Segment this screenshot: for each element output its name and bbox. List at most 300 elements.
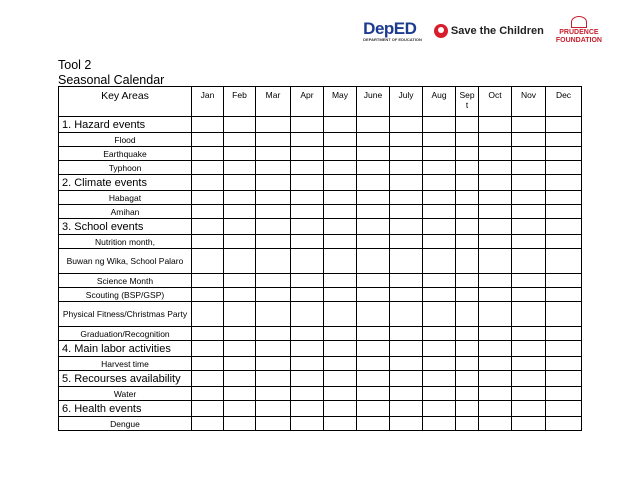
calendar-cell[interactable] [192,371,224,387]
item-label: Science Month [59,274,192,288]
calendar-cell[interactable] [256,219,291,235]
calendar-cell[interactable] [512,235,546,249]
calendar-cell[interactable] [324,235,357,249]
calendar-cell[interactable] [192,205,224,219]
calendar-cell[interactable] [390,387,423,401]
calendar-cell[interactable] [291,357,324,371]
calendar-cell[interactable] [224,175,256,191]
calendar-cell[interactable] [291,205,324,219]
calendar-cell[interactable] [324,205,357,219]
calendar-cell[interactable] [291,302,324,327]
calendar-cell[interactable] [357,401,390,417]
document-title: Seasonal Calendar [58,73,165,87]
category-row [59,219,582,235]
calendar-cell[interactable] [357,205,390,219]
calendar-cell[interactable] [224,387,256,401]
month-header: Jan [192,87,224,117]
calendar-cell[interactable] [512,117,546,133]
month-header: Nov [512,87,546,117]
calendar-cell[interactable] [479,235,512,249]
calendar-cell[interactable] [512,401,546,417]
deped-logo-subtext: DEPARTMENT OF EDUCATION [363,37,422,42]
calendar-cell[interactable] [546,249,582,274]
item-label: Dengue [59,417,192,431]
calendar-cell[interactable] [390,219,423,235]
calendar-cell[interactable] [479,205,512,219]
category-label: 6. Health events [59,401,192,417]
save-the-children-icon [434,24,448,38]
calendar-cell[interactable] [224,161,256,175]
calendar-cell[interactable] [390,401,423,417]
calendar-cell[interactable] [456,147,479,161]
calendar-cell[interactable] [546,235,582,249]
calendar-cell[interactable] [357,161,390,175]
calendar-cell[interactable] [512,387,546,401]
calendar-cell[interactable] [423,371,456,387]
calendar-cell[interactable] [479,133,512,147]
calendar-cell[interactable] [456,161,479,175]
category-label: 4. Main labor activities [59,341,192,357]
calendar-cell[interactable] [291,274,324,288]
calendar-cell[interactable] [456,219,479,235]
calendar-cell[interactable] [357,387,390,401]
calendar-cell[interactable] [390,175,423,191]
calendar-cell[interactable] [479,161,512,175]
month-header: July [390,87,423,117]
calendar-cell[interactable] [324,417,357,431]
calendar-cell[interactable] [512,175,546,191]
calendar-cell[interactable] [423,205,456,219]
calendar-cell[interactable] [546,205,582,219]
calendar-cell[interactable] [291,191,324,205]
calendar-cell[interactable] [291,288,324,302]
calendar-cell[interactable] [423,341,456,357]
calendar-cell[interactable] [423,133,456,147]
table-body [59,117,582,431]
calendar-cell[interactable] [423,235,456,249]
item-label: Habagat [59,191,192,205]
calendar-cell[interactable] [357,417,390,431]
calendar-cell[interactable] [224,302,256,327]
calendar-cell[interactable] [192,302,224,327]
calendar-cell[interactable] [390,249,423,274]
calendar-cell[interactable] [357,357,390,371]
calendar-cell[interactable] [224,341,256,357]
calendar-cell[interactable] [324,274,357,288]
calendar-cell[interactable] [324,147,357,161]
calendar-cell[interactable] [324,302,357,327]
calendar-cell[interactable] [390,288,423,302]
calendar-cell[interactable] [224,401,256,417]
calendar-cell[interactable] [456,235,479,249]
calendar-cell[interactable] [512,417,546,431]
month-header: May [324,87,357,117]
calendar-cell[interactable] [390,191,423,205]
calendar-cell[interactable] [324,175,357,191]
calendar-cell[interactable] [256,341,291,357]
calendar-cell[interactable] [512,288,546,302]
month-header: June [357,87,390,117]
calendar-cell[interactable] [192,249,224,274]
calendar-cell[interactable] [256,357,291,371]
calendar-cell[interactable] [324,288,357,302]
calendar-cell[interactable] [546,191,582,205]
calendar-cell[interactable] [291,417,324,431]
calendar-cell[interactable] [456,357,479,371]
calendar-cell[interactable] [224,133,256,147]
calendar-cell[interactable] [479,191,512,205]
header-row [59,87,582,117]
document-heading [58,58,164,88]
calendar-cell[interactable] [456,341,479,357]
item-label: Buwan ng Wika, School Palaro [59,249,192,274]
calendar-cell[interactable] [423,302,456,327]
category-label: 3. School events [59,219,192,235]
calendar-cell[interactable] [456,274,479,288]
calendar-cell[interactable] [291,117,324,133]
calendar-cell[interactable] [546,401,582,417]
calendar-cell[interactable] [357,288,390,302]
item-row [59,274,582,288]
calendar-cell[interactable] [291,371,324,387]
calendar-cell[interactable] [256,117,291,133]
calendar-cell[interactable] [291,387,324,401]
calendar-cell[interactable] [512,147,546,161]
calendar-cell[interactable] [479,387,512,401]
calendar-cell[interactable] [256,401,291,417]
calendar-cell[interactable] [224,205,256,219]
calendar-cell[interactable] [456,117,479,133]
item-label: Amihan [59,205,192,219]
calendar-cell[interactable] [291,249,324,274]
calendar-cell[interactable] [546,219,582,235]
calendar-cell[interactable] [357,175,390,191]
calendar-cell[interactable] [224,191,256,205]
month-header: Apr [291,87,324,117]
calendar-cell[interactable] [291,327,324,341]
calendar-cell[interactable] [324,117,357,133]
calendar-cell[interactable] [512,161,546,175]
calendar-cell[interactable] [224,274,256,288]
calendar-cell[interactable] [192,288,224,302]
calendar-cell[interactable] [423,147,456,161]
calendar-cell[interactable] [256,302,291,327]
calendar-cell[interactable] [512,205,546,219]
calendar-cell[interactable] [390,117,423,133]
category-row [59,175,582,191]
calendar-cell[interactable] [512,274,546,288]
calendar-cell[interactable] [324,191,357,205]
month-header: Oct [479,87,512,117]
calendar-cell[interactable] [256,387,291,401]
calendar-cell[interactable] [479,401,512,417]
calendar-cell[interactable] [456,417,479,431]
calendar-cell[interactable] [512,341,546,357]
item-row [59,249,582,274]
calendar-cell[interactable] [357,133,390,147]
calendar-cell[interactable] [423,288,456,302]
calendar-cell[interactable] [456,401,479,417]
calendar-cell[interactable] [479,288,512,302]
calendar-cell[interactable] [390,147,423,161]
seasonal-calendar-table [58,86,582,431]
calendar-cell[interactable] [192,357,224,371]
item-label: Graduation/Recognition [59,327,192,341]
calendar-cell[interactable] [324,219,357,235]
calendar-cell[interactable] [479,327,512,341]
calendar-cell[interactable] [291,147,324,161]
calendar-cell[interactable] [192,401,224,417]
calendar-cell[interactable] [324,371,357,387]
calendar-cell[interactable] [357,147,390,161]
calendar-cell[interactable] [479,249,512,274]
calendar-cell[interactable] [324,341,357,357]
calendar-cell[interactable] [512,327,546,341]
calendar-cell[interactable] [423,357,456,371]
prudence-foundation-icon [571,16,587,28]
calendar-cell[interactable] [224,357,256,371]
calendar-cell[interactable] [456,327,479,341]
key-areas-header: Key Areas [59,87,192,117]
calendar-cell[interactable] [456,371,479,387]
calendar-cell[interactable] [456,387,479,401]
calendar-cell[interactable] [291,235,324,249]
item-row [59,288,582,302]
deped-logo [363,19,422,42]
calendar-cell[interactable] [224,219,256,235]
item-row [59,417,582,431]
calendar-cell[interactable] [357,249,390,274]
calendar-cell[interactable] [546,341,582,357]
item-label: Earthquake [59,147,192,161]
calendar-cell[interactable] [357,117,390,133]
calendar-cell[interactable] [546,417,582,431]
item-label: Harvest time [59,357,192,371]
category-row [59,371,582,387]
calendar-cell[interactable] [324,401,357,417]
item-row [59,147,582,161]
calendar-cell[interactable] [291,175,324,191]
item-label: Nutrition month, [59,235,192,249]
calendar-cell[interactable] [423,191,456,205]
calendar-cell[interactable] [224,327,256,341]
calendar-cell[interactable] [256,191,291,205]
calendar-cell[interactable] [546,327,582,341]
category-row [59,401,582,417]
category-row [59,341,582,357]
calendar-cell[interactable] [512,371,546,387]
calendar-cell[interactable] [291,219,324,235]
calendar-cell[interactable] [324,161,357,175]
calendar-cell[interactable] [192,191,224,205]
item-row [59,357,582,371]
calendar-cell[interactable] [390,205,423,219]
item-row [59,302,582,327]
calendar-cell[interactable] [479,371,512,387]
calendar-cell[interactable] [224,235,256,249]
item-row [59,387,582,401]
calendar-cell[interactable] [256,417,291,431]
calendar-cell[interactable] [256,371,291,387]
calendar-cell[interactable] [224,371,256,387]
calendar-cell[interactable] [546,175,582,191]
item-row [59,191,582,205]
month-header: Sep t [456,87,479,117]
calendar-cell[interactable] [546,274,582,288]
calendar-cell[interactable] [423,417,456,431]
calendar-cell[interactable] [357,327,390,341]
calendar-cell[interactable] [546,371,582,387]
calendar-cell[interactable] [456,302,479,327]
calendar-cell[interactable] [390,274,423,288]
calendar-cell[interactable] [456,288,479,302]
calendar-cell[interactable] [479,341,512,357]
calendar-cell[interactable] [479,417,512,431]
calendar-cell[interactable] [390,327,423,341]
calendar-cell[interactable] [324,387,357,401]
calendar-cell[interactable] [192,327,224,341]
calendar-cell[interactable] [324,327,357,341]
calendar-cell[interactable] [291,161,324,175]
calendar-cell[interactable] [256,133,291,147]
calendar-cell[interactable] [357,341,390,357]
calendar-cell[interactable] [192,341,224,357]
calendar-cell[interactable] [357,219,390,235]
calendar-cell[interactable] [192,133,224,147]
calendar-cell[interactable] [390,417,423,431]
category-label: 2. Climate events [59,175,192,191]
calendar-cell[interactable] [423,387,456,401]
calendar-cell[interactable] [192,274,224,288]
calendar-cell[interactable] [256,288,291,302]
calendar-cell[interactable] [192,387,224,401]
calendar-cell[interactable] [357,302,390,327]
calendar-cell[interactable] [192,417,224,431]
calendar-cell[interactable] [357,191,390,205]
save-the-children-text: Save the Children [450,24,544,37]
calendar-cell[interactable] [546,357,582,371]
calendar-cell[interactable] [357,235,390,249]
calendar-cell[interactable] [224,147,256,161]
calendar-cell[interactable] [224,288,256,302]
calendar-cell[interactable] [256,205,291,219]
calendar-cell[interactable] [423,117,456,133]
calendar-cell[interactable] [224,117,256,133]
calendar-cell[interactable] [546,288,582,302]
calendar-cell[interactable] [256,327,291,341]
calendar-cell[interactable] [479,175,512,191]
calendar-cell[interactable] [479,147,512,161]
calendar-cell[interactable] [324,133,357,147]
save-the-children-logo [434,24,544,38]
calendar-cell[interactable] [512,219,546,235]
month-header: Dec [546,87,582,117]
calendar-cell[interactable] [456,133,479,147]
calendar-cell[interactable] [192,117,224,133]
calendar-cell[interactable] [256,274,291,288]
calendar-cell[interactable] [423,175,456,191]
calendar-cell[interactable] [224,417,256,431]
calendar-cell[interactable] [456,249,479,274]
calendar-cell[interactable] [423,161,456,175]
calendar-cell[interactable] [423,327,456,341]
calendar-cell[interactable] [357,274,390,288]
calendar-cell[interactable] [546,161,582,175]
calendar-cell[interactable] [423,249,456,274]
calendar-cell[interactable] [390,302,423,327]
calendar-cell[interactable] [324,249,357,274]
item-row [59,205,582,219]
item-row [59,235,582,249]
calendar-cell[interactable] [390,161,423,175]
calendar-cell[interactable] [423,219,456,235]
category-label: 5. Recourses availability [59,371,192,387]
calendar-cell[interactable] [546,117,582,133]
calendar-cell[interactable] [192,219,224,235]
calendar-cell[interactable] [256,249,291,274]
calendar-cell[interactable] [456,205,479,219]
item-label: Water [59,387,192,401]
item-label: Flood [59,133,192,147]
calendar-cell[interactable] [224,249,256,274]
calendar-cell[interactable] [291,133,324,147]
calendar-cell[interactable] [479,219,512,235]
calendar-cell[interactable] [256,161,291,175]
calendar-cell[interactable] [512,357,546,371]
calendar-cell[interactable] [390,133,423,147]
calendar-cell[interactable] [456,175,479,191]
calendar-cell[interactable] [512,191,546,205]
calendar-cell[interactable] [390,371,423,387]
calendar-cell[interactable] [192,175,224,191]
month-header: Mar [256,87,291,117]
calendar-cell[interactable] [479,302,512,327]
prudence-line-1: PRUDENCE [559,29,599,36]
calendar-cell[interactable] [479,274,512,288]
calendar-cell[interactable] [512,133,546,147]
month-header: Feb [224,87,256,117]
calendar-cell[interactable] [546,387,582,401]
item-row [59,133,582,147]
calendar-cell[interactable] [291,341,324,357]
calendar-cell[interactable] [423,401,456,417]
calendar-cell[interactable] [390,235,423,249]
calendar-cell[interactable] [546,133,582,147]
item-label: Scouting (BSP/GSP) [59,288,192,302]
calendar-cell[interactable] [291,401,324,417]
calendar-cell[interactable] [479,117,512,133]
calendar-cell[interactable] [192,147,224,161]
calendar-cell[interactable] [390,341,423,357]
calendar-cell[interactable] [256,235,291,249]
calendar-cell[interactable] [512,302,546,327]
calendar-cell[interactable] [192,161,224,175]
item-label: Physical Fitness/Christmas Party [59,302,192,327]
calendar-cell[interactable] [192,235,224,249]
calendar-cell[interactable] [456,191,479,205]
calendar-cell[interactable] [423,274,456,288]
calendar-cell[interactable] [256,175,291,191]
calendar-cell[interactable] [546,302,582,327]
calendar-cell[interactable] [512,249,546,274]
calendar-cell[interactable] [357,371,390,387]
calendar-cell[interactable] [390,357,423,371]
calendar-cell[interactable] [324,357,357,371]
calendar-cell[interactable] [479,357,512,371]
prudence-line-2: FOUNDATION [555,37,602,44]
calendar-cell[interactable] [256,147,291,161]
calendar-cell[interactable] [546,147,582,161]
